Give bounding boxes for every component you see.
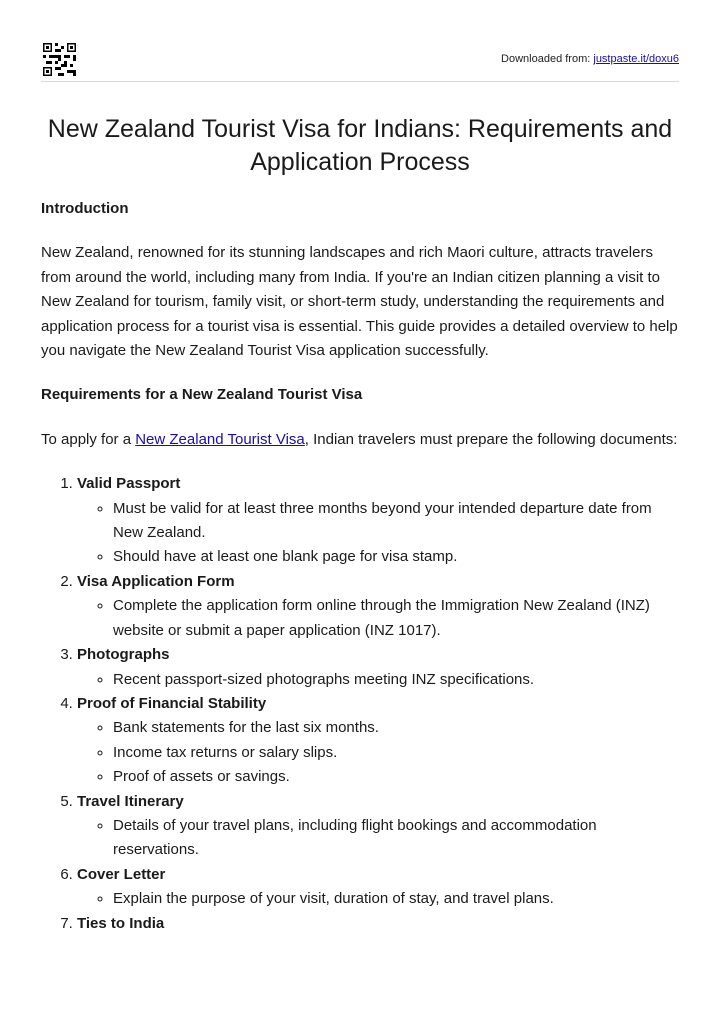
requirements-list	[41, 472, 679, 936]
page-title: New Zealand Tourist Visa for Indians: Requirements and Application Process	[47, 115, 673, 176]
requirement-points	[77, 716, 679, 789]
requirements-heading: Requirements for a New Zealand Tourist Visa	[41, 386, 363, 404]
requirement-title: Travel Itinerary	[77, 792, 184, 810]
requirement-item	[77, 692, 679, 790]
requirement-item	[77, 912, 679, 936]
tourist-visa-link[interactable]: New Zealand Tourist Visa	[135, 430, 305, 448]
requirement-item	[77, 863, 679, 912]
requirement-item	[77, 570, 679, 643]
qr-code-icon	[43, 43, 76, 76]
requirement-title: Valid Passport	[77, 475, 181, 493]
requirement-point: ◦ Details of your travel plans, including flight bookings and accommodation reservations.	[113, 814, 679, 863]
intro-heading: Introduction	[41, 200, 129, 217]
requirement-points	[77, 887, 679, 911]
requirement-point: ◦ Proof of assets or savings.	[113, 765, 679, 789]
intro-paragraph: New Zealand, renowned for its stunning landscapes and rich Maori culture, attracts travelers from around the world, including many from India. If you're an Indian citizen planning a visit to New Zealand for tourism, family visit, or short-term study, understanding the requirements and application process for a tourist visa is essential. This guide provides a detailed overview to help you navigate the New Zealand Tourist Visa application successfully.	[41, 244, 678, 360]
downloaded-from	[501, 53, 679, 65]
requirement-point: ◦ Recent passport-sized photographs meeting INZ specifications.	[113, 668, 679, 692]
requirement-points	[77, 814, 679, 863]
requirement-points	[77, 497, 679, 570]
requirement-points	[77, 668, 679, 692]
requirement-point: ◦ Should have at least one blank page for visa stamp.	[113, 545, 679, 569]
requirement-title: Cover Letter	[77, 865, 166, 883]
requirement-point: ◦ Explain the purpose of your visit, duration of stay, and travel plans.	[113, 887, 679, 911]
requirement-points	[77, 594, 679, 643]
requirement-point: ◦ Complete the application form online through the Immigration New Zealand (INZ) website or submit a paper application (INZ 1017).	[113, 594, 679, 643]
apply-paragraph	[41, 428, 679, 452]
requirement-item	[77, 472, 679, 570]
downloaded-label: Downloaded from:	[501, 53, 591, 65]
requirement-point: ◦ Income tax returns or salary slips.	[113, 741, 679, 765]
requirement-title: Proof of Financial Stability	[77, 694, 267, 712]
article-body	[41, 197, 679, 936]
requirement-title: Photographs	[77, 646, 170, 664]
requirement-item	[77, 643, 679, 692]
requirement-title: Ties to India	[77, 914, 165, 932]
apply-text-before: To apply for a	[41, 430, 136, 448]
requirement-point: ◦ Must be valid for at least three months beyond your intended departure date from New Zealand.	[113, 497, 679, 546]
source-link[interactable]: justpaste.it/doxu6	[593, 53, 679, 65]
requirement-point: ◦ Bank statements for the last six months.	[113, 716, 679, 740]
requirement-title: Visa Application Form	[77, 572, 235, 590]
page-header	[41, 43, 679, 82]
apply-text-after: , Indian travelers must prepare the following documents:	[304, 430, 678, 448]
requirement-item	[77, 790, 679, 863]
